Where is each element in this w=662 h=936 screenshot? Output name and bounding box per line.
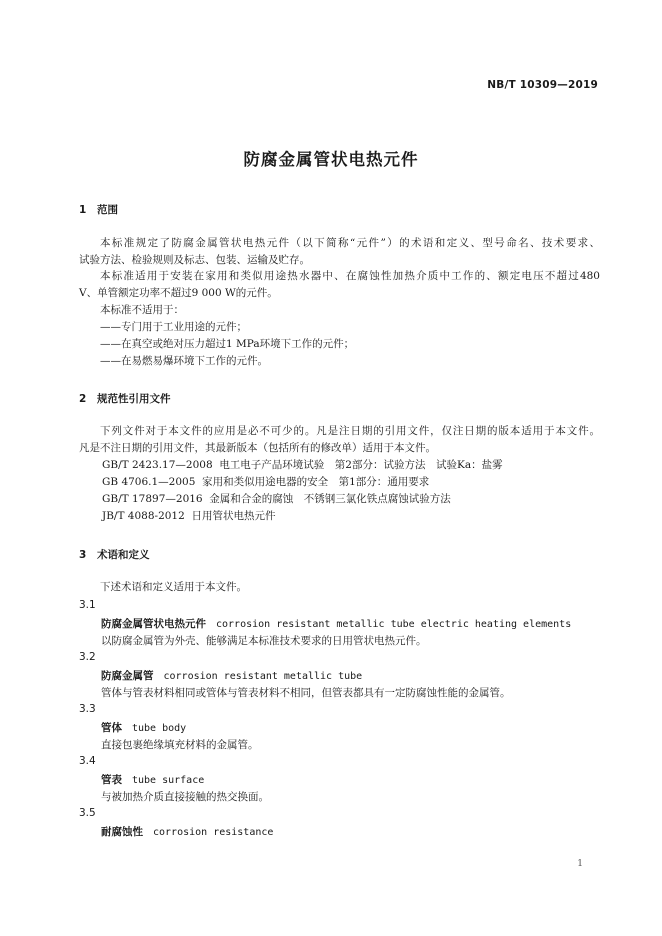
term-definition: 管体与管表材料相同或管体与管表材料不相同，但管表都具有一定防腐蚀性能的金属管。 — [101, 687, 511, 699]
paragraph-line: 凡是不注日期的引用文件，其最新版本（包括所有的修改单）适用于本文件。 — [79, 442, 436, 454]
paragraph-line: V、单管额定功率不超过9 000 W的元件。 — [79, 287, 278, 299]
term-number: 3.1 — [79, 599, 96, 611]
page-number: 1 — [577, 859, 583, 869]
term-name — [101, 616, 571, 631]
paragraph-line: 本标准不适用于： — [100, 304, 184, 316]
term-name-en: corrosion resistance — [153, 827, 274, 838]
list-item: ——在真空或绝对压力超过1 MPa环境下工作的元件； — [100, 338, 355, 350]
term-name-zh: 耐腐蚀性 — [101, 826, 143, 838]
section-title: 范围 — [97, 204, 118, 216]
reference-title: 电工电子产品环境试验 第2部分：试验方法 试验Ka：盐雾 — [219, 459, 503, 471]
term-definition: 与被加热介质直接接触的热交换面。 — [101, 791, 269, 803]
term-name-zh: 管表 — [101, 774, 122, 786]
section-title: 规范性引用文件 — [97, 393, 171, 405]
reference-title: 金属和合金的腐蚀 不锈钢三氯化铁点腐蚀试验方法 — [209, 493, 451, 505]
term-definition: 直接包裹绝缘填充材料的金属管。 — [101, 739, 259, 751]
section-title: 术语和定义 — [97, 549, 150, 561]
section-number: 2 — [79, 393, 87, 405]
term-name-en: tube surface — [132, 775, 205, 786]
term-name — [101, 772, 204, 787]
reference-code: JB/T 4088-2012 — [102, 510, 185, 522]
reference-item — [102, 458, 503, 472]
term-number: 3.3 — [79, 703, 96, 715]
standard-code: NB/T 10309—2019 — [487, 79, 598, 91]
paragraph-line: 下述术语和定义适用于本文件。 — [100, 581, 247, 593]
term-name-zh: 防腐金属管状电热元件 — [101, 618, 206, 630]
term-number: 3.4 — [79, 755, 96, 767]
term-name — [101, 824, 273, 839]
term-name-zh: 防腐金属管 — [101, 670, 154, 682]
term-number: 3.5 — [79, 807, 96, 819]
term-name-en: corrosion resistant metallic tube electric heating elements — [216, 619, 572, 630]
term-name — [101, 668, 362, 683]
term-definition: 以防腐金属管为外壳、能够满足本标准技术要求的日用管状电热元件。 — [101, 635, 427, 647]
term-name-en: tube body — [132, 723, 187, 734]
list-item: ——专门用于工业用途的元件； — [100, 321, 247, 333]
paragraph-line: 下列文件对于本文件的应用是必不可少的。凡是注日期的引用文件，仅注日期的版本适用于本文件。 — [100, 425, 600, 437]
reference-code: GB 4706.1—2005 — [102, 476, 196, 488]
reference-code: GB/T 2423.17—2008 — [102, 459, 213, 471]
term-name-zh: 管体 — [101, 722, 122, 734]
term-name — [101, 720, 186, 735]
paragraph-line: 本标准规定了防腐金属管状电热元件（以下简称“元件”）的术语和定义、型号命名、技术要求、 — [100, 237, 600, 249]
section-3-heading — [79, 547, 150, 562]
term-number: 3.2 — [79, 651, 96, 663]
reference-title: 家用和类似用途电器的安全 第1部分：通用要求 — [202, 476, 430, 488]
reference-title: 日用管状电热元件 — [191, 510, 276, 522]
section-1-heading — [79, 202, 118, 217]
section-number: 3 — [79, 549, 87, 561]
reference-item — [102, 475, 429, 489]
document-title: 防腐金属管状电热元件 — [243, 150, 419, 169]
reference-code: GB/T 17897—2016 — [102, 493, 203, 505]
section-number: 1 — [79, 204, 87, 216]
paragraph-line: 本标准适用于安装在家用和类似用途热水器中、在腐蚀性加热介质中工作的、额定电压不超过480 — [100, 270, 600, 282]
section-2-heading — [79, 391, 171, 406]
paragraph-line: 试验方法、检验规则及标志、包装、运输及贮存。 — [79, 254, 310, 266]
list-item: ——在易燃易爆环境下工作的元件。 — [100, 355, 268, 367]
reference-item — [102, 509, 275, 523]
reference-item — [102, 492, 451, 506]
term-name-en: corrosion resistant metallic tube — [163, 671, 363, 682]
